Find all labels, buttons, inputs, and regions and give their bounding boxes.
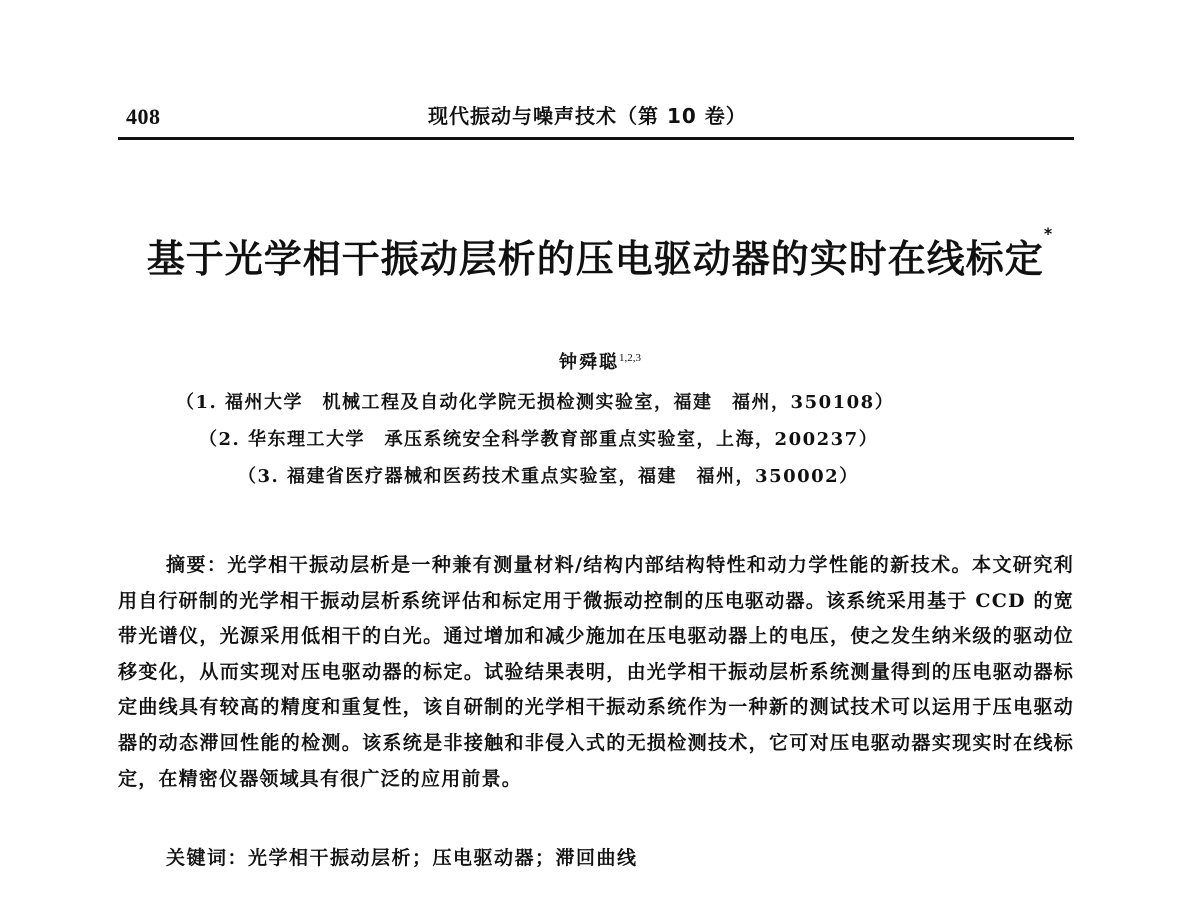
author-name: 钟舜聪: [559, 352, 619, 373]
affiliation-line: （2. 华东理工大学 承压系统安全科学教育部重点实验室，上海，200237）: [199, 429, 879, 450]
affiliation-line: （1. 福州大学 机械工程及自动化学院无损检测实验室，福建 福州，350108）: [176, 392, 895, 413]
abstract-label: 摘要：: [166, 554, 228, 576]
author: [0, 348, 1200, 374]
title-footnote-mark: *: [1043, 224, 1054, 243]
abstract: [118, 548, 1074, 797]
paper-title: [0, 224, 1200, 283]
author-affiliation-marks: 1,2,3: [619, 352, 641, 364]
affiliation-line: （3. 福建省医疗器械和医药技术重点实验室，福建 福州，350002）: [238, 466, 859, 487]
running-header: [118, 96, 1074, 140]
keywords-text: 光学相干振动层析；压电驱动器；滞回曲线: [248, 847, 638, 869]
abstract-paragraph: [118, 548, 1074, 797]
header-rule: [118, 137, 1074, 140]
journal-name: 现代振动与噪声技术（第 10 卷）: [428, 104, 747, 128]
abstract-text: 光学相干振动层析是一种兼有测量材料/结构内部结构特性和动力学性能的新技术。本文研究利用自行研制的光学相干振动层析系统评估和标定用于微振动控制的压电驱动器。该系统采用基于 CCD 的宽带光谱仪，光源采用低相干的白光。通过增加和减少施加在压电驱动器上的电压，使之发生纳米级的驱动位移变化，从而实现对压电驱动器的标定。试验结果表明，由光学相干振动层析系统测量得到的压电驱动器标定曲线具有较高的精度和重复性，该自研制的光学相干振动系统作为一种新的测试技术可以运用于压电驱动器的动态滞回性能的检测。该系统是非接触和非侵入式的无损检测技术，它可对压电驱动器实现实时在线标定，在精密仪器领域具有很广泛的应用前景。: [118, 554, 1074, 790]
keywords-label: 关键词：: [166, 847, 249, 869]
keywords: [166, 843, 638, 870]
page-number: 408: [126, 104, 161, 129]
paper-title-text: 基于光学相干振动层析的压电驱动器的实时在线标定: [146, 237, 1044, 281]
